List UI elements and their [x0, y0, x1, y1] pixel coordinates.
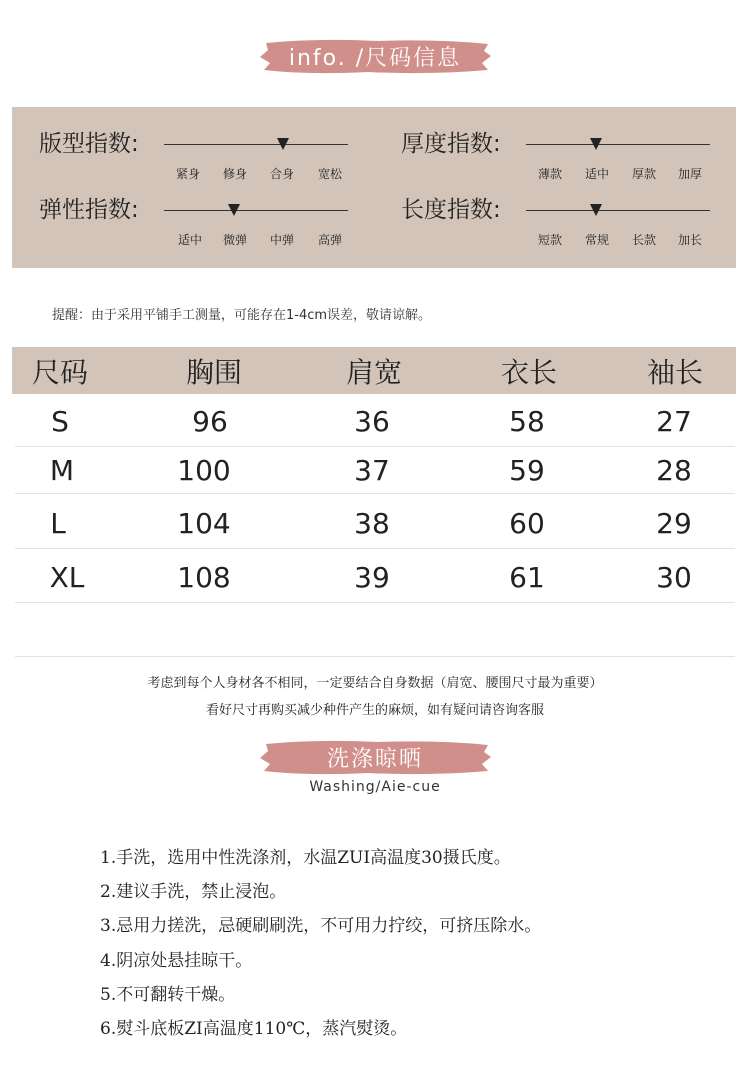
washing-item: 1.手洗，选用中性洗涤剂，水温ZUI高温度30摄氏度。 — [100, 848, 511, 868]
option-style-1: 修身 — [222, 167, 247, 181]
row-divider — [15, 602, 735, 603]
cell-chest: 104 — [177, 507, 231, 540]
cell-sleeve: 29 — [656, 507, 692, 540]
option-thickness-2: 厚款 — [631, 167, 656, 181]
cell-shoulder: 37 — [354, 454, 390, 487]
washing-item: 2.建议手洗，禁止浸泡。 — [100, 882, 287, 902]
option-length-2: 长款 — [631, 233, 656, 247]
option-thickness-3: 加厚 — [677, 167, 702, 181]
cell-sleeve: 28 — [656, 454, 692, 487]
header-length: 衣长 — [500, 356, 557, 389]
fit-index-panel — [12, 107, 736, 268]
section-divider — [15, 656, 735, 657]
washing-item: 5.不可翻转干燥。 — [100, 985, 236, 1005]
section-title-info: info. /尺码信息 — [288, 45, 462, 71]
fit-label-thickness: 厚度指数: — [401, 131, 501, 157]
option-elasticity-3: 高弹 — [317, 233, 342, 247]
marker-elasticity — [228, 204, 240, 216]
washing-item: 4.阴凉处悬挂晾干。 — [100, 951, 253, 971]
option-length-3: 加长 — [677, 233, 702, 247]
cell-size: L — [50, 507, 66, 540]
option-style-2: 合身 — [269, 167, 294, 181]
cell-shoulder: 39 — [354, 561, 390, 594]
cell-sleeve: 30 — [656, 561, 692, 594]
cell-length: 58 — [509, 405, 545, 438]
scale-line-thickness — [526, 144, 710, 145]
marker-thickness — [590, 138, 602, 150]
marker-style — [277, 138, 289, 150]
size-advice-line-2: 看好尺寸再购买减少种件产生的麻烦，如有疑问请咨询客服 — [205, 703, 544, 718]
row-divider — [15, 548, 735, 549]
cell-size: XL — [49, 561, 85, 594]
cell-size: M — [49, 454, 75, 487]
scale-line-elasticity — [164, 210, 348, 211]
cell-size: S — [51, 405, 69, 438]
section-banner-washing — [258, 738, 492, 776]
scale-line-style — [164, 144, 348, 145]
option-elasticity-0: 适中 — [177, 233, 202, 247]
option-thickness-0: 薄款 — [537, 167, 562, 181]
size-advice-line-1: 考虑到每个人身材各不相同，一定要结合自身数据（肩宽、腰围尺寸最为重要） — [147, 676, 603, 691]
section-banner-info — [258, 37, 492, 75]
cell-shoulder: 38 — [354, 507, 390, 540]
option-style-0: 紧身 — [175, 167, 200, 181]
scale-line-length — [526, 210, 710, 211]
marker-length — [590, 204, 602, 216]
washing-item: 3.忌用力搓洗，忌硬刷刷洗，不可用力拧绞，可挤压除水。 — [100, 916, 542, 936]
option-length-0: 短款 — [537, 233, 562, 247]
section-subtitle-washing: Washing/Aie-cue — [309, 779, 441, 795]
row-divider — [15, 446, 735, 447]
option-style-3: 宽松 — [317, 167, 342, 181]
fit-label-style: 版型指数: — [39, 131, 139, 157]
cell-length: 59 — [509, 454, 545, 487]
cell-shoulder: 36 — [354, 405, 390, 438]
option-elasticity-2: 中弹 — [269, 233, 294, 247]
washing-item: 6.熨斗底板ZI高温度110℃，蒸汽熨烫。 — [100, 1019, 408, 1039]
option-length-1: 常规 — [584, 233, 609, 247]
section-title-washing: 洗涤晾晒 — [326, 746, 423, 772]
fit-label-length: 长度指数: — [401, 197, 501, 223]
row-divider — [15, 493, 735, 494]
header-sleeve: 袖长 — [646, 356, 703, 389]
cell-chest: 96 — [192, 405, 228, 438]
cell-length: 61 — [509, 561, 545, 594]
header-chest: 胸围 — [185, 356, 242, 389]
header-shoulder: 肩宽 — [345, 356, 402, 389]
measurement-note: 提醒：由于采用平铺手工测量，可能存在1-4cm误差，敬请谅解。 — [52, 308, 432, 323]
cell-chest: 108 — [177, 561, 231, 594]
option-thickness-1: 适中 — [584, 167, 609, 181]
size-table-header — [12, 347, 736, 394]
option-elasticity-1: 微弹 — [222, 233, 247, 247]
fit-label-elasticity: 弹性指数: — [39, 197, 139, 223]
cell-sleeve: 27 — [656, 405, 692, 438]
header-size: 尺码 — [31, 356, 88, 389]
cell-length: 60 — [509, 507, 545, 540]
cell-chest: 100 — [177, 454, 231, 487]
